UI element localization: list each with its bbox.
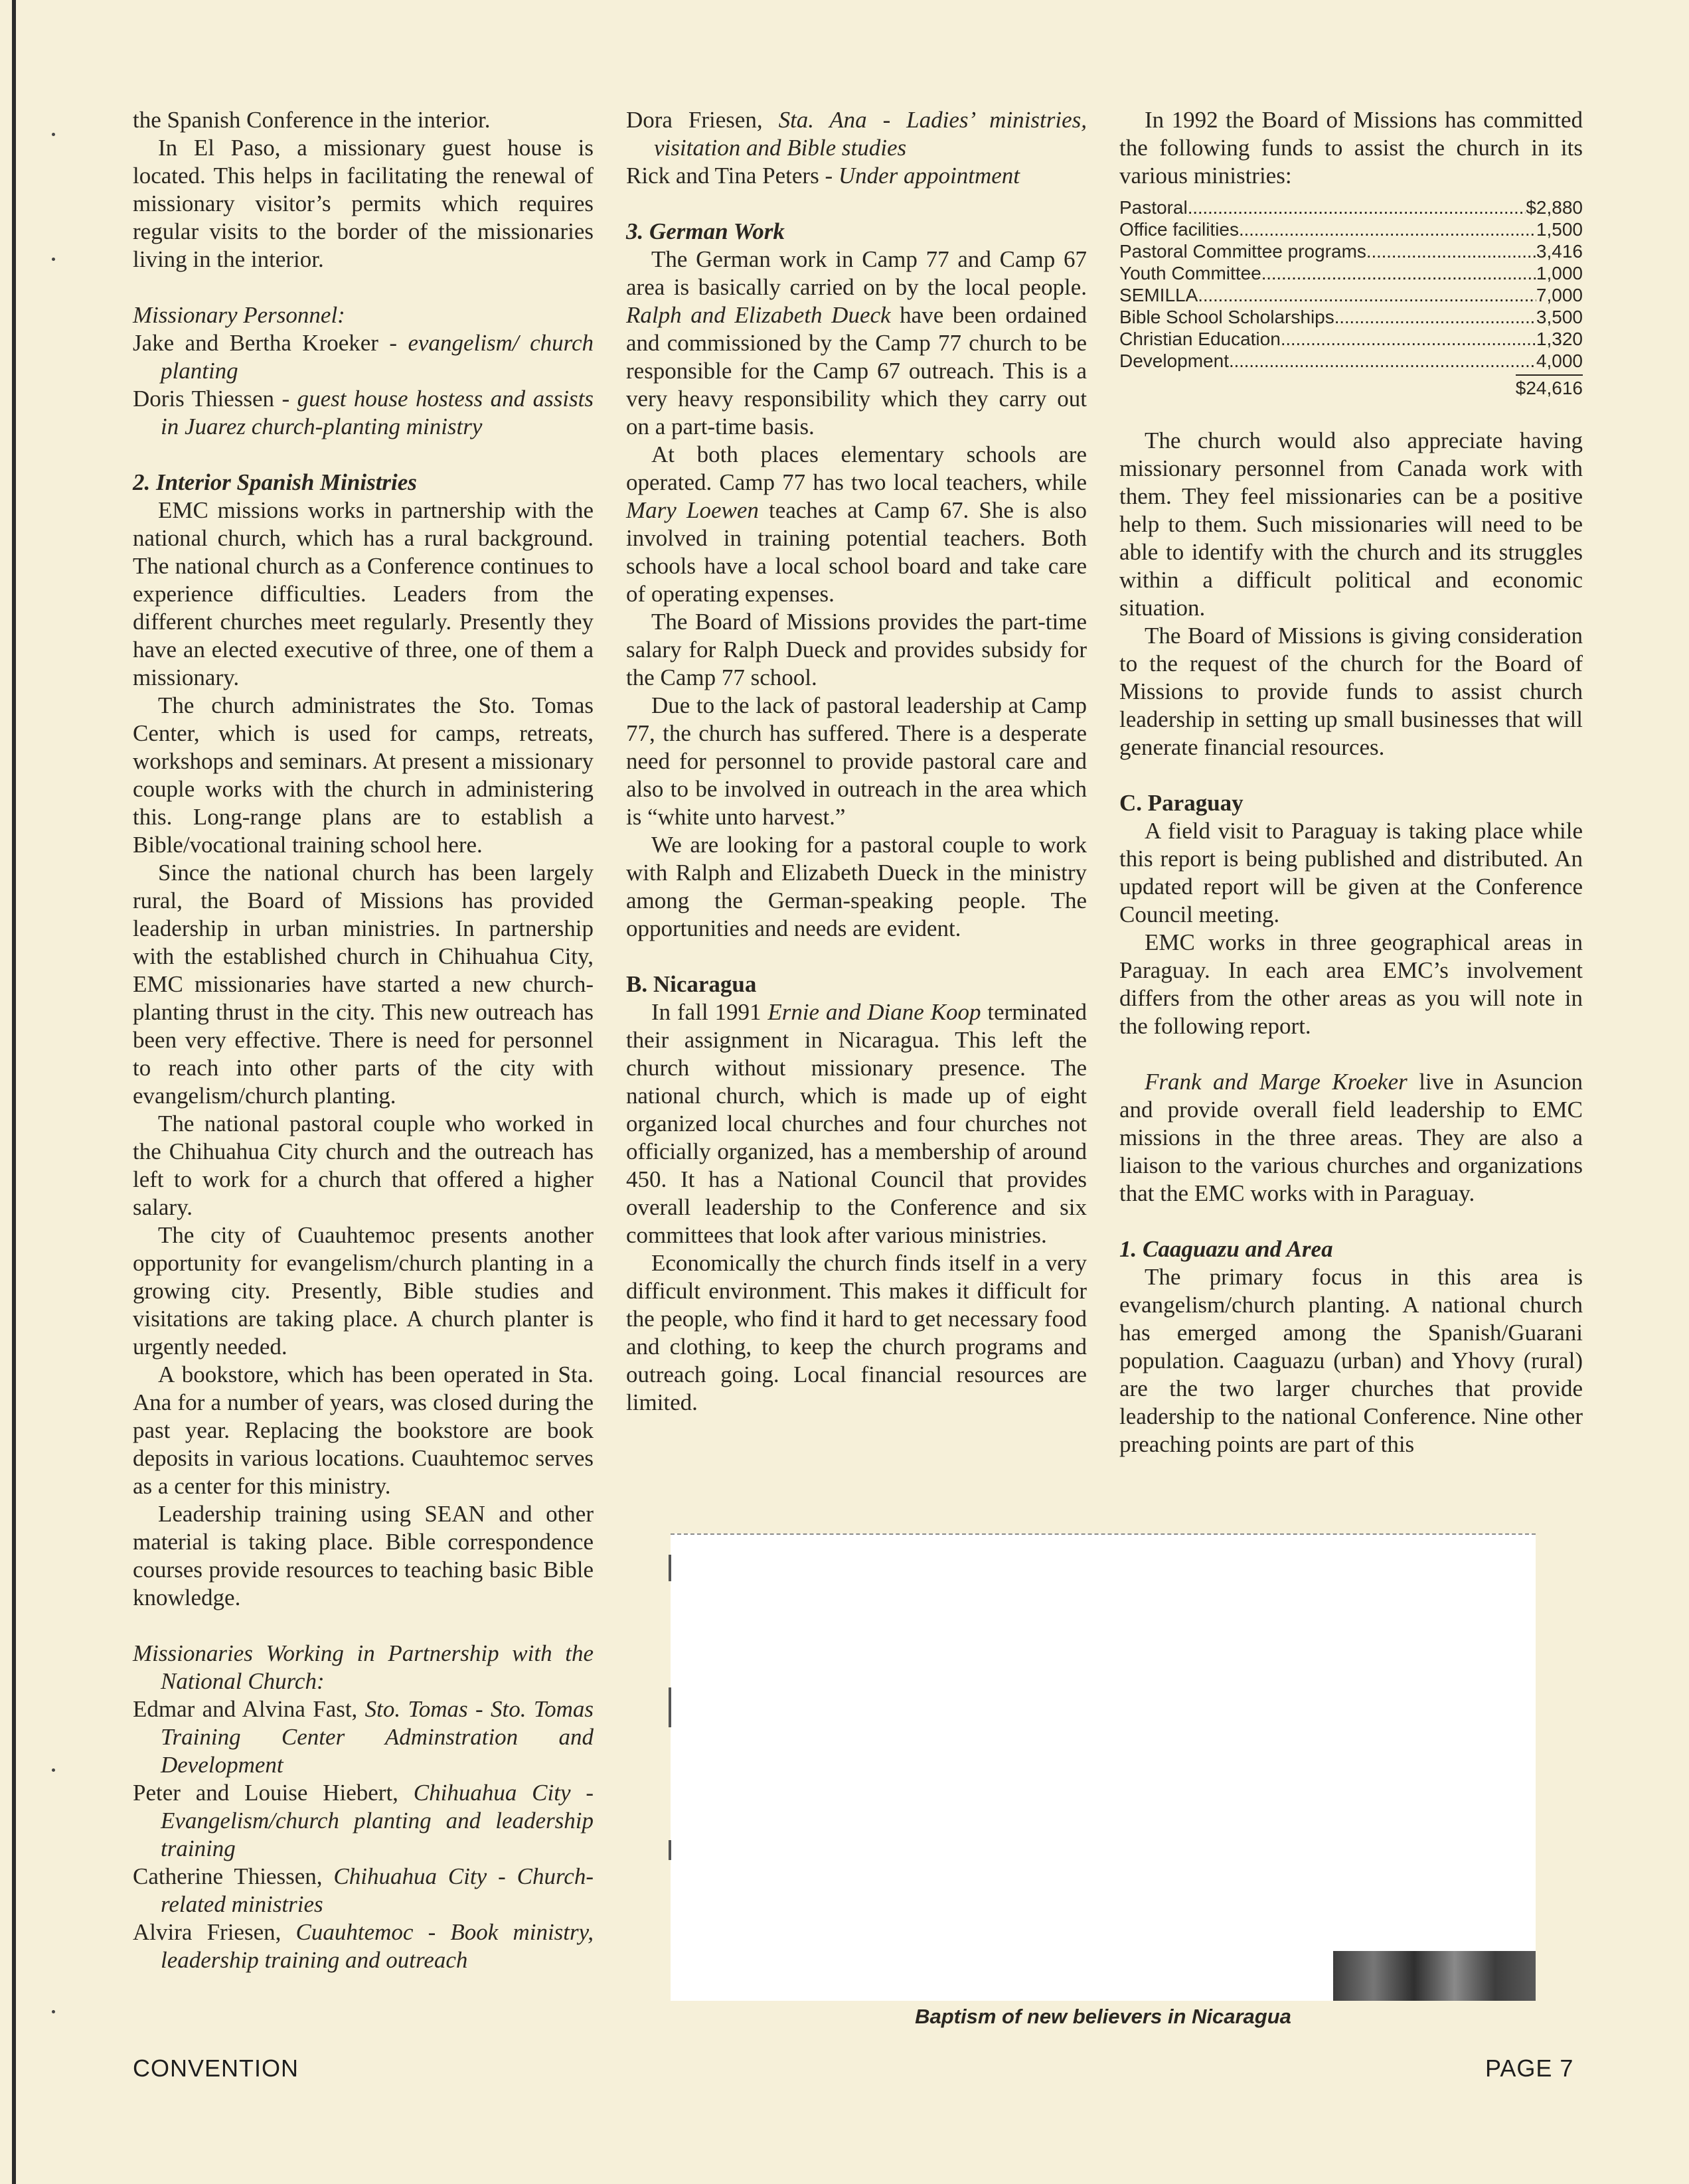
paragraph: The church administrates the Sto. Tomas Center, which is used for camps, retreats, workshops and seminars. At present a missionary couple works with the church in administering this. Long-range plans are to establish a Bible/vocational training school here. xyxy=(133,692,594,858)
section-heading: B. Nicaragua xyxy=(626,971,757,997)
baptism-photo xyxy=(671,1533,1536,2001)
paragraph: EMC missions works in partnership with the national church, which has a rural background. The national church as a Conference continues to experience difficulties. Leaders from the different churches meet regularly. Presently they have an elected executive of three, one of them a missionary. xyxy=(133,497,594,690)
column-3 xyxy=(1119,106,1583,1458)
budget-total: $24,616 xyxy=(1119,374,1583,399)
budget-table xyxy=(1119,196,1583,399)
partner-entry: Peter and Louise Hiebert, Chihuahua City - Evangelism/church planting and leadership training xyxy=(133,1780,594,1861)
partner-entry: Catherine Thiessen, Chihuahua City - Church-related ministries xyxy=(133,1863,594,1917)
budget-row: Bible School Scholarships . . . 3,500 xyxy=(1119,306,1583,328)
partner-entry: Alvira Friesen, Cuauhtemoc - Book ministry, leadership training and outreach xyxy=(133,1919,594,1973)
paragraph: At both places elementary schools are operated. Camp 77 has two local teachers, while Mary Loewen teaches at Camp 67. She is also involved in training potential teachers. Both schools have a local school board and take care of operating expenses. xyxy=(626,441,1087,607)
paragraph: Leadership training using SEAN and other material is taking place. Bible correspondence courses provide resources to teaching basic Bible knowledge. xyxy=(133,1501,594,1610)
column-2 xyxy=(626,106,1087,1417)
photo-caption: Baptism of new believers in Nicaragua xyxy=(915,2005,1291,2028)
budget-row: Development . . . 4,000 xyxy=(1119,350,1583,372)
paragraph: In fall 1991 Ernie and Diane Koop terminated their assignment in Nicaragua. This left the church without missionary presence. The national church, which is made up of eight organized local churches and four churches not officially organized, has a membership of around 450. It has a National Council that provides overall leadership to the Conference and six committees that look after various ministries. xyxy=(626,999,1087,1248)
paragraph: Frank and Marge Kroeker live in Asuncion and provide overall field leadership to EMC missions in the three areas. They are also a liaison to the various churches and organizations that the EMC works with in Paraguay. xyxy=(1119,1069,1583,1206)
scan-edge xyxy=(12,0,16,2184)
scan-speck xyxy=(52,258,55,261)
paragraph: The city of Cuauhtemoc presents another opportunity for evangelism/church planting in a growing city. Presently, Bible studies and visitations are taking place. A church planter is urgently needed. xyxy=(133,1222,594,1360)
partner-entry: Edmar and Alvina Fast, Sto. Tomas - Sto. Tomas Training Center Adminstration and Development xyxy=(133,1696,594,1778)
paragraph: A field visit to Paraguay is taking place while this report is being published and distributed. An updated report will be given at the Conference Council meeting. xyxy=(1119,818,1583,927)
budget-row: SEMILLA . . . 7,000 xyxy=(1119,284,1583,306)
paragraph: A bookstore, which has been operated in Sta. Ana for a number of years, was closed during the past year. Replacing the bookstore are book deposits in various locations. Cuauhtemoc serves as a center for this ministry. xyxy=(133,1362,594,1499)
footer-page-number: PAGE 7 xyxy=(1485,2055,1574,2082)
photo-visible-strip xyxy=(1333,1951,1536,2001)
paragraph: The church would also appreciate having missionary personnel from Canada work with them. They feel missionaries can be a positive help to them. Such missionaries will need to be able to identify with the church and its struggles within a difficult political and economic situation. xyxy=(1119,428,1583,621)
budget-row: Youth Committee . . . 1,000 xyxy=(1119,262,1583,284)
section-heading: C. Paraguay xyxy=(1119,790,1244,816)
personnel-heading: Missionary Personnel: xyxy=(133,302,345,328)
paragraph: In 1992 the Board of Missions has committed the following funds to assist the church in its various ministries: xyxy=(1119,107,1583,189)
paragraph: In El Paso, a missionary guest house is located. This helps in facilitating the renewal of missionary visitor’s permits which requires regular visits to the border of the missionaries living in the interior. xyxy=(133,135,594,272)
footer-publication: CONVENTION xyxy=(133,2055,299,2082)
paragraph: Since the national church has been largely rural, the Board of Missions has provided leadership in urban ministries. In partnership with the established church in Chihuahua City, EMC missionaries have started a new church-planting thrust in the city. This new outreach has been very effective. There is need for personnel to reach into other parts of the city with evangelism/church planting. xyxy=(133,860,594,1109)
personnel-entry: Jake and Bertha Kroeker - evangelism/ church planting xyxy=(133,330,594,384)
column-1 xyxy=(133,106,594,1974)
scan-speck xyxy=(52,2010,55,2013)
personnel-entry: Rick and Tina Peters - Under appointment xyxy=(626,163,1020,189)
personnel-entry: Doris Thiessen - guest house hostess and assists in Juarez church-planting ministry xyxy=(133,386,594,439)
paragraph: Due to the lack of pastoral leadership at Camp 77, the church has suffered. There is a desperate need for personnel to provide pastoral care and also to be involved in outreach in the area which is “white unto harvest.” xyxy=(626,692,1087,830)
budget-row: Christian Education . . . 1,320 xyxy=(1119,328,1583,350)
section-heading: 3. German Work xyxy=(626,218,785,244)
paragraph: EMC works in three geographical areas in Paraguay. In each area EMC’s involvement differs from the other areas as you will note in the following report. xyxy=(1119,929,1583,1039)
paragraph: the Spanish Conference in the interior. xyxy=(133,107,491,133)
budget-row: Pastoral . . . $2,880 xyxy=(1119,196,1583,218)
scan-speck xyxy=(52,1768,55,1772)
paragraph: The Board of Missions is giving consideration to the request of the church for the Board of Missions to provide funds to assist church leadership in setting up small businesses that will generate financial resources. xyxy=(1119,623,1583,760)
paragraph: The Board of Missions provides the part-time salary for Ralph Dueck and provides subsidy for the Camp 77 school. xyxy=(626,609,1087,690)
partners-heading: Missionaries Working in Partnership with the National Church: xyxy=(133,1640,594,1694)
paragraph: Economically the church finds itself in a very difficult environment. This makes it difficult for the people, who find it hard to get necessary food and clothing, to keep the church programs and outreach going. Local financial resources are limited. xyxy=(626,1250,1087,1415)
paragraph: The German work in Camp 77 and Camp 67 area is basically carried on by the local people. Ralph and Elizabeth Dueck have been ordained and commissioned by the Camp 77 church to be responsible for the Camp 67 outreach. This is a very heavy responsibility which they carry out on a part-time basis. xyxy=(626,246,1087,439)
budget-row: Pastoral Committee programs . . . 3,416 xyxy=(1119,240,1583,262)
budget-row: Office facilities . . . 1,500 xyxy=(1119,218,1583,240)
section-heading: 2. Interior Spanish Ministries xyxy=(133,469,417,495)
personnel-entry: Dora Friesen, Sta. Ana - Ladies’ ministries, visitation and Bible studies xyxy=(626,107,1087,161)
paragraph: The primary focus in this area is evangelism/church planting. A national church has emerged among the Spanish/Guarani population. Caaguazu (urban) and Yhovy (rural) are the two larger churches that provide leadership to the national Conference. Nine other preaching points are part of this xyxy=(1119,1264,1583,1457)
scan-speck xyxy=(52,133,55,136)
section-heading: 1. Caaguazu and Area xyxy=(1119,1236,1333,1262)
paragraph: The national pastoral couple who worked in the Chihuahua City church and the outreach has left to work for a church that offered a higher salary. xyxy=(133,1111,594,1220)
paragraph: We are looking for a pastoral couple to work with Ralph and Elizabeth Dueck in the ministry among the German-speaking people. The opportunities and needs are evident. xyxy=(626,832,1087,941)
